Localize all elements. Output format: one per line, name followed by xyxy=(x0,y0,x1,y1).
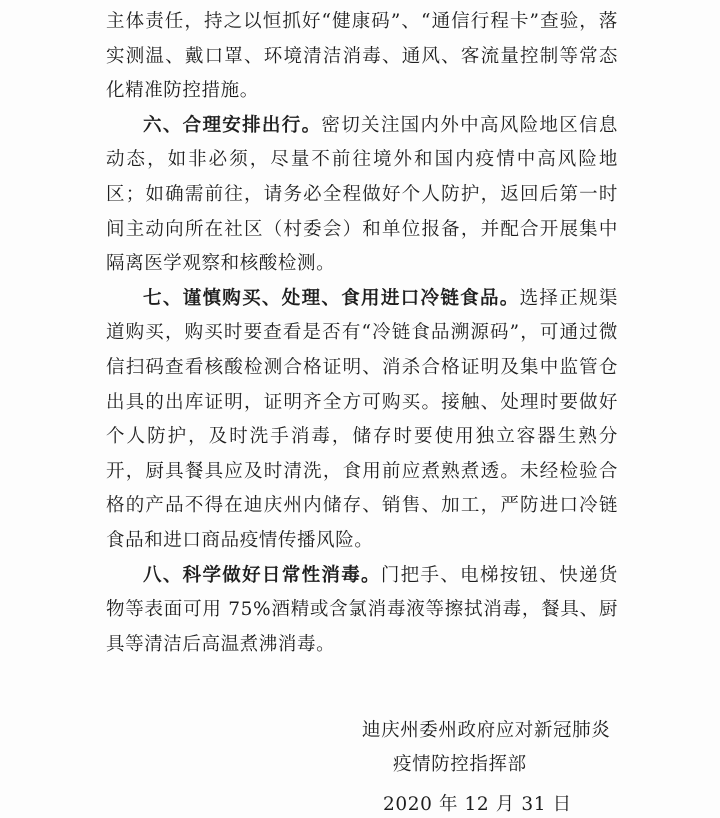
document-body xyxy=(106,5,618,662)
section-six-heading: 六、合理安排出行。 xyxy=(143,114,322,136)
section-six-text: 密切关注国内外中高风险地区信息动态，如非必须，尽量不前往境外和国内疫情中高风险地区；如确需前往，请务必全程做好个人防护，返回后第一时间主动向所在社区（村委会）和单位报备，并配合开展集中隔离医学观察和核酸检测。 xyxy=(106,114,618,275)
section-seven-heading: 七、谨慎购买、处理、食用进口冷链食品。 xyxy=(143,287,520,309)
section-seven-paragraph xyxy=(106,282,618,559)
signature-department: 疫情防控指挥部 xyxy=(393,754,527,775)
section-eight-text: 门把手、电梯按钮、快递货物等表面可用 75%酒精或含氯消毒液等擦拭消毒，餐具、厨具等清洁后高温煮沸消毒。 xyxy=(106,564,618,655)
section-seven-text: 选择正规渠道购买，购买时要查看是否有“冷链食品溯源码”，可通过微信扫码查看核酸检测合格证明、消杀合格证明及集中监管仓出具的出库证明，证明齐全方可购买。接触、处理时要做好个人防护，及时洗手消毒，储存时要使用独立容器生熟分开，厨具餐具应及时清洗，食用前应煮熟煮透。未经检验合格的产品不得在迪庆州内储存、销售、加工，严防进口冷链食品和进口商品疫情传播风险。 xyxy=(106,287,618,551)
signature-date: 2020 年 12 月 31 日 xyxy=(383,794,572,815)
section-six-paragraph xyxy=(106,109,618,282)
section-eight-heading: 八、科学做好日常性消毒。 xyxy=(143,564,381,586)
section-eight-paragraph xyxy=(106,559,618,663)
intro-paragraph-tail: 主体责任，持之以恒抓好“健康码”、“通信行程卡”查验，落实测温、戴口罩、环境清洁消毒、通风、客流量控制等常态化精准防控措施。 xyxy=(106,11,618,102)
signature-organization: 迪庆州委州政府应对新冠肺炎 xyxy=(362,720,611,741)
